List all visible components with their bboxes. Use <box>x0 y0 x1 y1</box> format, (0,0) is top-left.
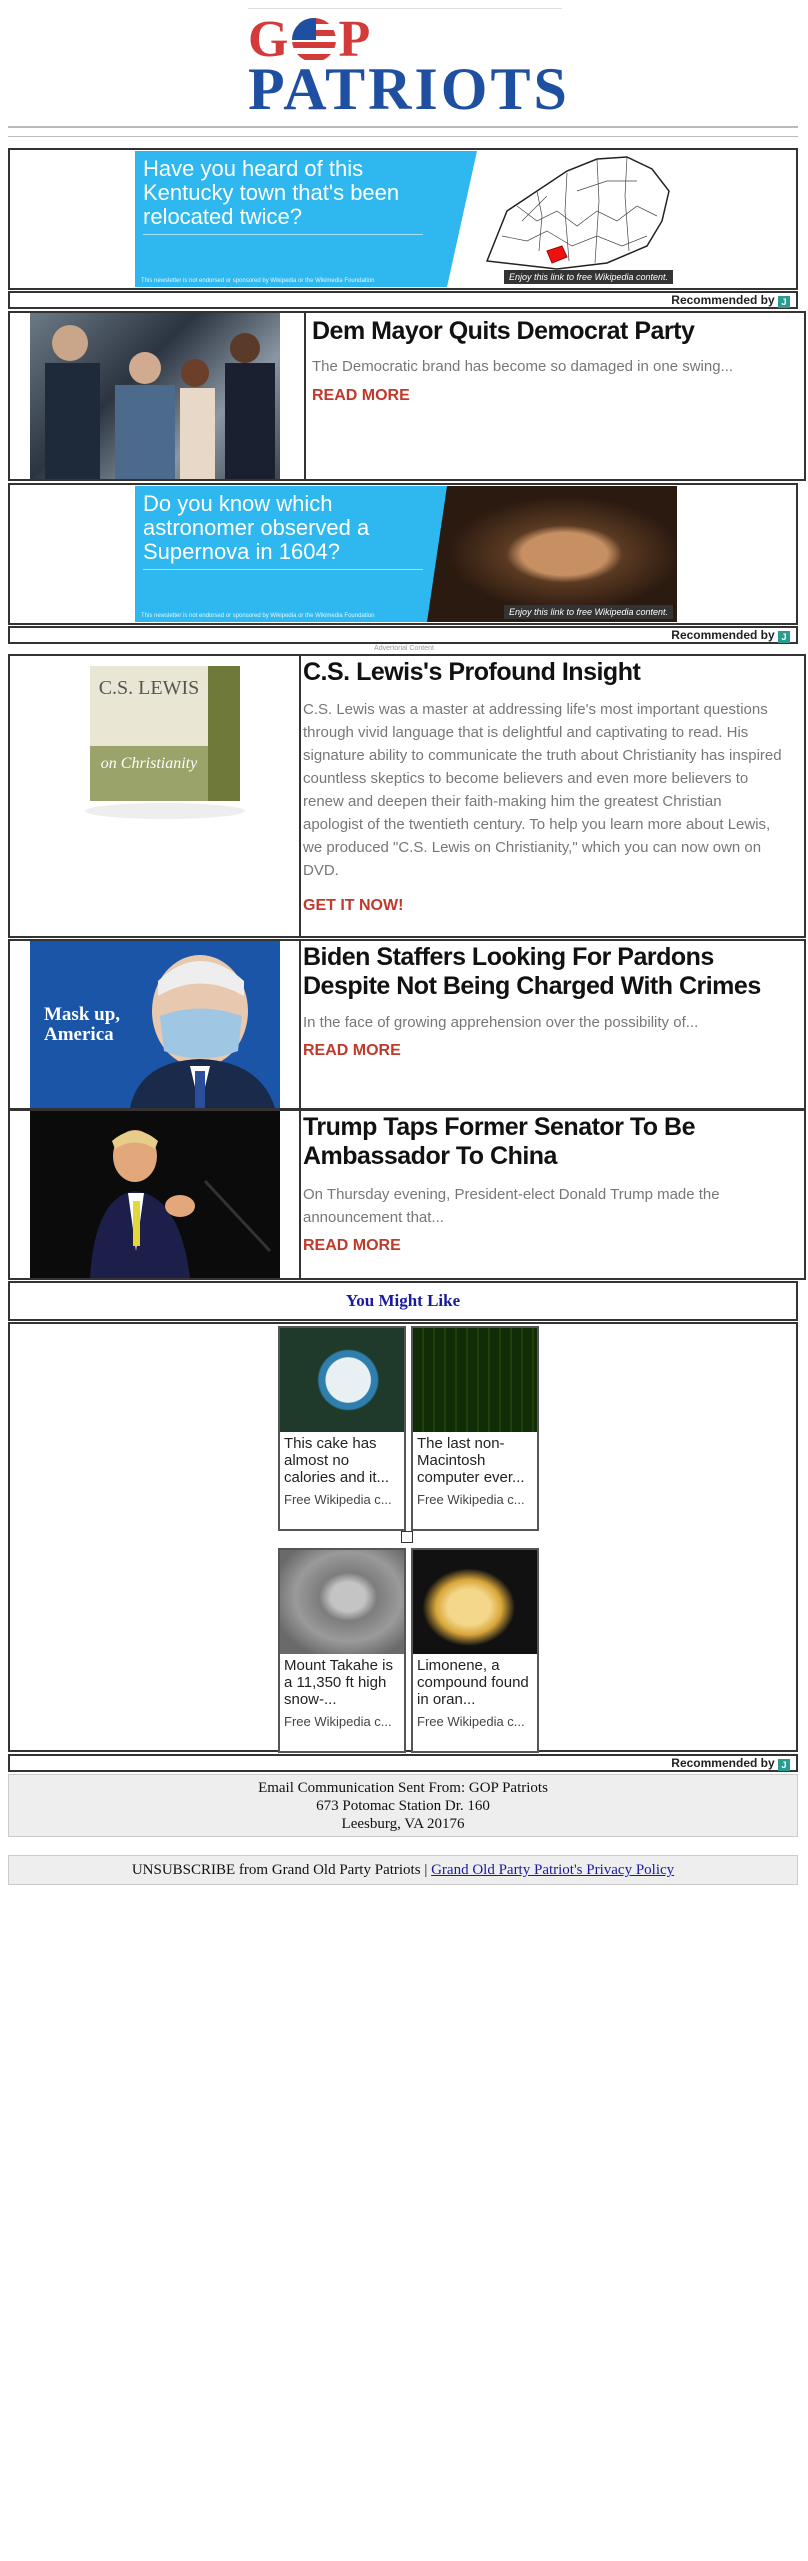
recommender-logo-icon: J <box>778 1759 790 1771</box>
footer-unsubscribe <box>8 1855 798 1885</box>
column-divider <box>299 1111 301 1278</box>
card-source: Free Wikipedia c... <box>417 1492 525 1507</box>
article-excerpt: On Thursday evening, President-elect Donald Trump made the announcement that... <box>303 1186 720 1226</box>
wikipedia-ad-kentucky[interactable] <box>135 151 677 287</box>
card-source: Free Wikipedia c... <box>284 1714 392 1729</box>
header-divider-thin <box>8 136 798 137</box>
ad-caption: Enjoy this link to free Wikipedia content. <box>504 605 673 619</box>
you-might-like-grid <box>8 1322 798 1752</box>
article-card-dem-mayor[interactable] <box>8 311 806 481</box>
article-excerpt: C.S. Lewis was a master at addressing life's most important questions through vivid language that is delightful and captivating to read. His signature ability to communicate the truth about Christianity has inspired countless skeptics to become believers and even more believers to renew and deepen their faith-making him the greatest Christian apologist of the twentieth century. To help you learn more about Lewis, we produced "C.S. Lewis on Christianity," which you can now own on DVD. <box>303 701 782 879</box>
grid-spacer-marker <box>401 1531 413 1543</box>
mountain-image <box>280 1550 404 1654</box>
recommended-by-bar-1[interactable] <box>8 291 798 309</box>
privacy-policy-link[interactable]: Grand Old Party Patriot's Privacy Policy <box>431 1862 675 1878</box>
ad-divider <box>143 569 423 570</box>
card-source: Free Wikipedia c... <box>417 1714 525 1729</box>
column-divider <box>299 656 301 936</box>
article-thumbnail[interactable] <box>30 313 280 479</box>
article-title[interactable]: C.S. Lewis's Profound Insight <box>303 658 641 686</box>
logo-letter-g: G <box>248 11 291 68</box>
wikipedia-ad-astronomer[interactable] <box>135 486 677 622</box>
you-might-like-heading <box>8 1281 798 1321</box>
photo-sign-text: Mask up, America <box>44 1004 121 1045</box>
ad-headline: Do you know which astronomer observed a Supernova in 1604? <box>143 491 370 564</box>
ad-container-1 <box>8 148 798 290</box>
footer-address <box>8 1774 798 1837</box>
ad-divider <box>143 234 423 235</box>
unsubscribe-link[interactable]: UNSUBSCRIBE from Grand Old Party Patriots | <box>131 1862 428 1878</box>
article-card-trump-ambassador[interactable] <box>8 1109 806 1280</box>
ad-disclaimer: This newsletter is not endorsed or sponsored by Wikipedia or the Wikimedia Foundation <box>141 278 375 284</box>
card-title: Limonene, a compound found in oran... <box>417 1657 529 1708</box>
kentucky-map-icon <box>447 151 677 287</box>
article-card-biden-staffers[interactable] <box>8 939 806 1110</box>
header-divider <box>8 126 798 128</box>
recommended-label: Recommended by <box>671 293 775 307</box>
astronomer-portrait-icon <box>427 486 677 622</box>
recommended-label: Recommended by <box>671 1756 775 1770</box>
ad-caption: Enjoy this link to free Wikipedia content. <box>504 270 673 284</box>
article-card-cs-lewis[interactable] <box>8 654 806 938</box>
article-excerpt: In the face of growing apprehension over the possibility of... <box>303 1014 699 1031</box>
recommendation-card[interactable] <box>278 1326 406 1531</box>
article-title[interactable]: Dem Mayor Quits Democrat Party <box>312 317 695 345</box>
article-excerpt: The Democratic brand has become so damaged in one swing... <box>312 358 734 375</box>
card-title: Mount Takahe is a 11,350 ft high snow-... <box>284 1657 393 1708</box>
footer-street: 673 Potomac Station Dr. 160 <box>316 1798 490 1814</box>
lemon-image <box>413 1550 537 1654</box>
dvd-set-image[interactable] <box>30 656 300 826</box>
get-it-now-link[interactable]: GET IT NOW! <box>303 897 404 914</box>
card-title: The last non-Macintosh computer ever... <box>417 1435 525 1486</box>
column-divider <box>304 313 306 479</box>
footer-sender: Email Communication Sent From: GOP Patriots <box>258 1780 548 1796</box>
logo-letter-p: P <box>338 11 373 68</box>
article-thumbnail[interactable] <box>30 941 280 1108</box>
ad-headline: Have you heard of this Kentucky town that's been relocated twice? <box>143 156 400 229</box>
read-more-link[interactable]: READ MORE <box>312 387 410 404</box>
article-title[interactable]: Biden Staffers Looking For Pardons Despite Not Being Charged With Crimes <box>303 943 761 1000</box>
read-more-link[interactable]: READ MORE <box>303 1237 401 1254</box>
recommender-logo-icon: J <box>778 631 790 643</box>
card-source: Free Wikipedia c... <box>284 1492 392 1507</box>
article-title[interactable]: Trump Taps Former Senator To Be Ambassador To China <box>303 1113 695 1170</box>
recommended-by-bar-2[interactable] <box>8 626 798 644</box>
ad-container-2 <box>8 483 798 625</box>
book-cover-title: C.S. LEWIS <box>98 677 200 699</box>
recommended-by-bar-3[interactable] <box>8 1754 798 1772</box>
read-more-link[interactable]: READ MORE <box>303 1042 401 1059</box>
patriots-logo[interactable]: PATRIOTS <box>248 56 570 122</box>
ad-disclaimer: This newsletter is not endorsed or sponsored by Wikipedia or the Wikimedia Foundation <box>141 613 375 619</box>
advertorial-label: Advertorial Content <box>374 645 434 652</box>
header-top-line <box>248 8 562 9</box>
recommender-logo-icon: J <box>778 296 790 308</box>
section-title: You Might Like <box>345 1291 461 1310</box>
column-divider <box>299 941 301 1108</box>
circuit-board-image <box>413 1328 537 1432</box>
cake-image <box>280 1328 404 1432</box>
recommended-label: Recommended by <box>671 628 775 642</box>
article-thumbnail[interactable] <box>30 1111 280 1278</box>
recommendation-card[interactable] <box>411 1326 539 1531</box>
card-title: This cake has almost no calories and it... <box>284 1435 390 1486</box>
footer-city: Leesburg, VA 20176 <box>341 1816 465 1832</box>
recommendation-card[interactable] <box>278 1548 406 1753</box>
book-cover-sub: on Christianity <box>100 755 198 772</box>
recommendation-card[interactable] <box>411 1548 539 1753</box>
